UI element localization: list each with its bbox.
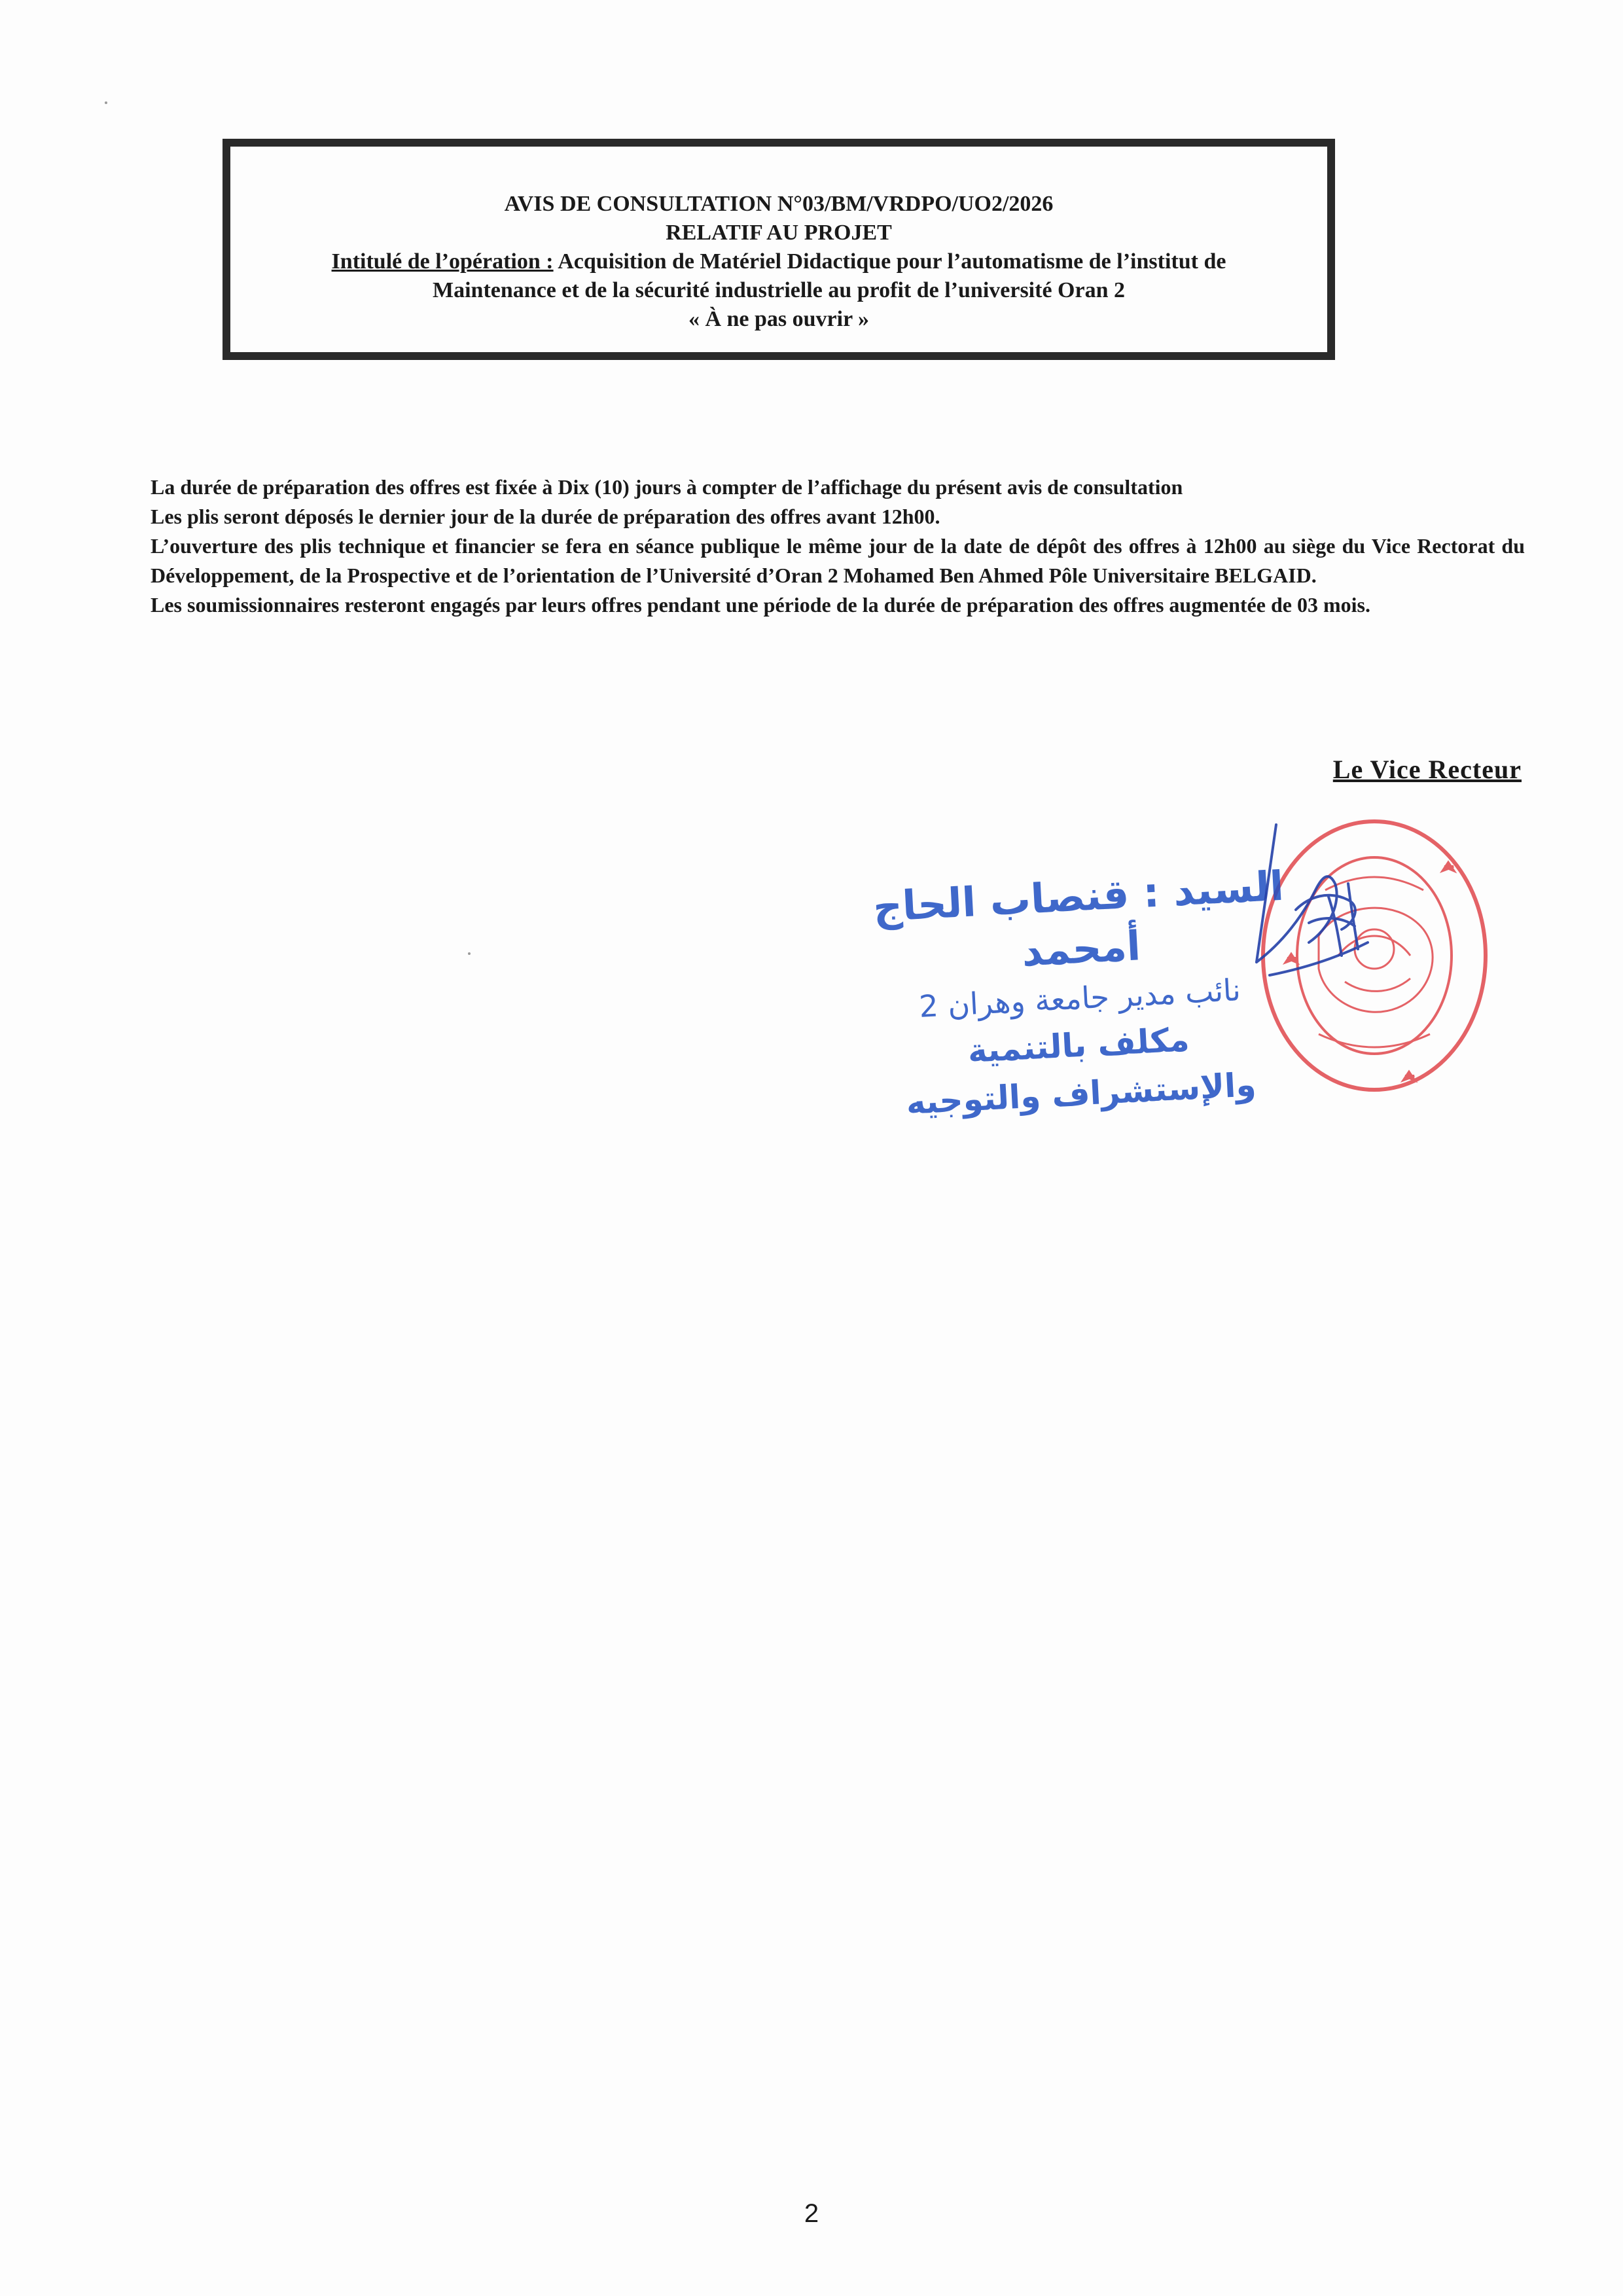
do-not-open-note: « À ne pas ouvrir » <box>688 307 870 331</box>
stamp-role-line: نائب مدير جامعة وهران 2 <box>918 972 1242 1024</box>
paragraph-duration: La durée de préparation des offres est fixée à Dix (10) jours à compter de l’affichage du présent avis de consultation <box>151 475 1183 499</box>
consultation-title: AVIS DE CONSULTATION N°03/BM/VRDPO/UO2/2026 <box>504 192 1054 216</box>
stamp-name-line: السيد : قنصاب الحاج أمحمد <box>872 861 1285 976</box>
paragraph-opening: L’ouverture des plis technique et financier se fera en séance publique le même jour de la date de dépôt des offres à 12h00 au siège du Vice Rectorat du Développement, de la Prospective et de l’orientation de l’Université d’Oran 2 Mohamed Ben Ahmed Pôle Universitaire BELGAID. <box>151 534 1525 587</box>
operation-line <box>230 247 1327 276</box>
handwritten-signature-icon <box>1230 818 1400 1014</box>
scan-speck <box>468 952 471 955</box>
scan-speck <box>105 101 107 104</box>
stamp-duty-line: مكلف بالتنمية والإستشراف والتوجيه <box>905 1020 1257 1122</box>
operation-text-1: Acquisition de Matériel Didactique pour l’automatisme de l’institut de <box>553 249 1226 274</box>
project-subtitle: RELATIF AU PROJET <box>666 221 892 245</box>
operation-text-2: Maintenance et de la sécurité industrielle au profit de l’université Oran 2 <box>433 278 1125 302</box>
paragraph-commitment: Les soumissionnaires resteront engagés par leurs offres pendant une période de la durée de préparation des offres augmentée de 03 mois. <box>151 593 1370 617</box>
page-number: 2 <box>804 2199 819 2228</box>
paragraph-deposit: Les plis seront déposés le dernier jour de la durée de préparation des offres avant 12h00. <box>151 505 940 528</box>
operation-label: Intitulé de l’opération : <box>331 249 554 274</box>
body-text <box>151 473 1525 620</box>
signatory-title: Le Vice Recteur <box>1332 755 1522 784</box>
header-box <box>223 139 1335 360</box>
